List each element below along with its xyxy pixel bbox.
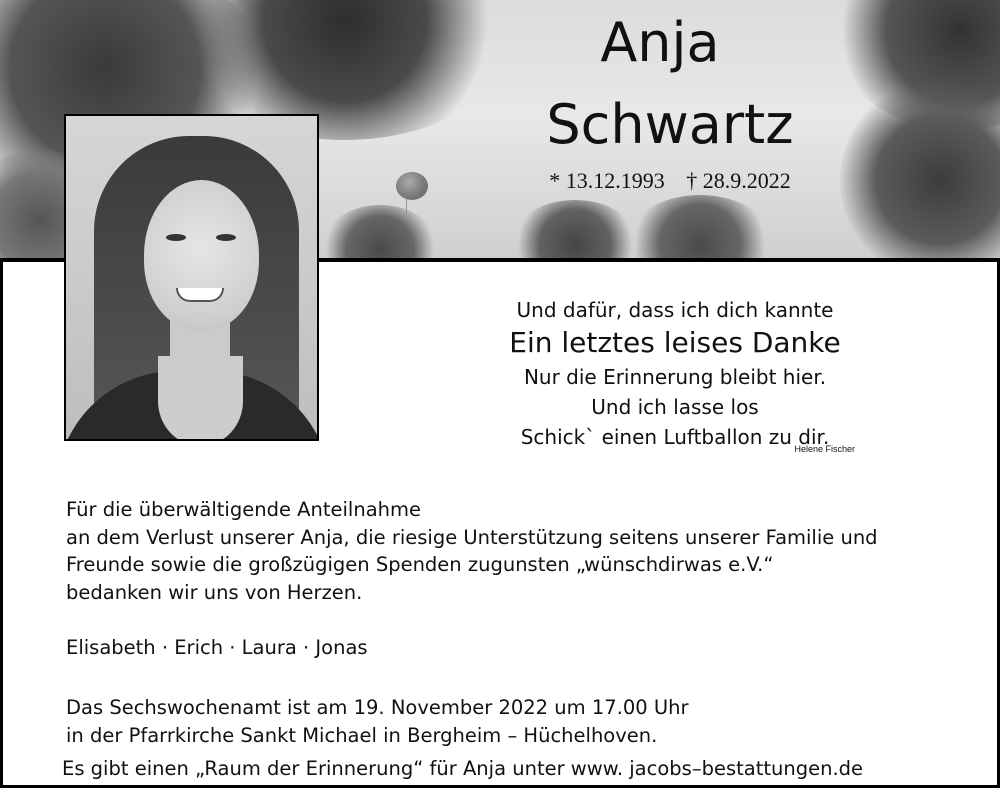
death-date: † 28.9.2022 xyxy=(686,168,791,193)
poem-line: Nur die Erinnerung bleibt hier. xyxy=(523,365,827,389)
tree-foliage xyxy=(320,205,440,258)
portrait-smile xyxy=(176,288,224,302)
birth-date: * 13.12.1993 xyxy=(549,168,665,193)
thank-you-text xyxy=(66,496,966,606)
thank-you-line: Freunde sowie die großzügigen Spenden zugunsten „wünschdirwas e.V.“ xyxy=(66,553,774,576)
memorial-service-info xyxy=(66,694,966,750)
family-signatures: Elisabeth · Erich · Laura · Jonas xyxy=(66,636,368,659)
poem-line: Schick` einen Luftballon zu dir. xyxy=(520,425,830,449)
tree-foliage xyxy=(510,200,640,258)
deceased-last-name: Schwartz xyxy=(546,93,794,156)
poem-quote xyxy=(470,296,880,452)
service-line: Das Sechswochenamt ist am 19. November 2022 um 17.00 Uhr xyxy=(66,696,689,719)
thank-you-line: bedanken wir uns von Herzen. xyxy=(66,580,363,604)
thank-you-line: Für die überwältigende Anteilnahme xyxy=(66,498,421,521)
poem-headline: Ein letztes leises Danke xyxy=(509,326,841,359)
poem-line: Und ich lasse los xyxy=(591,395,759,419)
poem-line: Und dafür, dass ich dich kannte xyxy=(516,298,834,322)
tree-foliage xyxy=(840,80,1000,258)
tree-foliage xyxy=(625,195,775,258)
portrait-eye xyxy=(166,234,186,241)
poem-author: Helene Fischer xyxy=(794,444,855,454)
portrait-face xyxy=(144,180,259,330)
deceased-first-name: Anja xyxy=(600,11,720,74)
portrait-eye xyxy=(216,234,236,241)
service-line: in der Pfarrkirche Sankt Michael in Bergheim – Hüchelhoven. xyxy=(66,724,658,747)
memorial-website-note: Es gibt einen „Raum der Erinnerung“ für Anja unter www. jacobs–bestattungen.de xyxy=(62,757,864,780)
balloon-icon xyxy=(396,172,428,200)
portrait-photo xyxy=(64,114,319,441)
thank-you-line: an dem Verlust unserer Anja, die riesige Unterstützung seitens unserer Familie und xyxy=(66,525,878,549)
balloon-string xyxy=(406,199,407,217)
life-dates xyxy=(520,166,820,196)
